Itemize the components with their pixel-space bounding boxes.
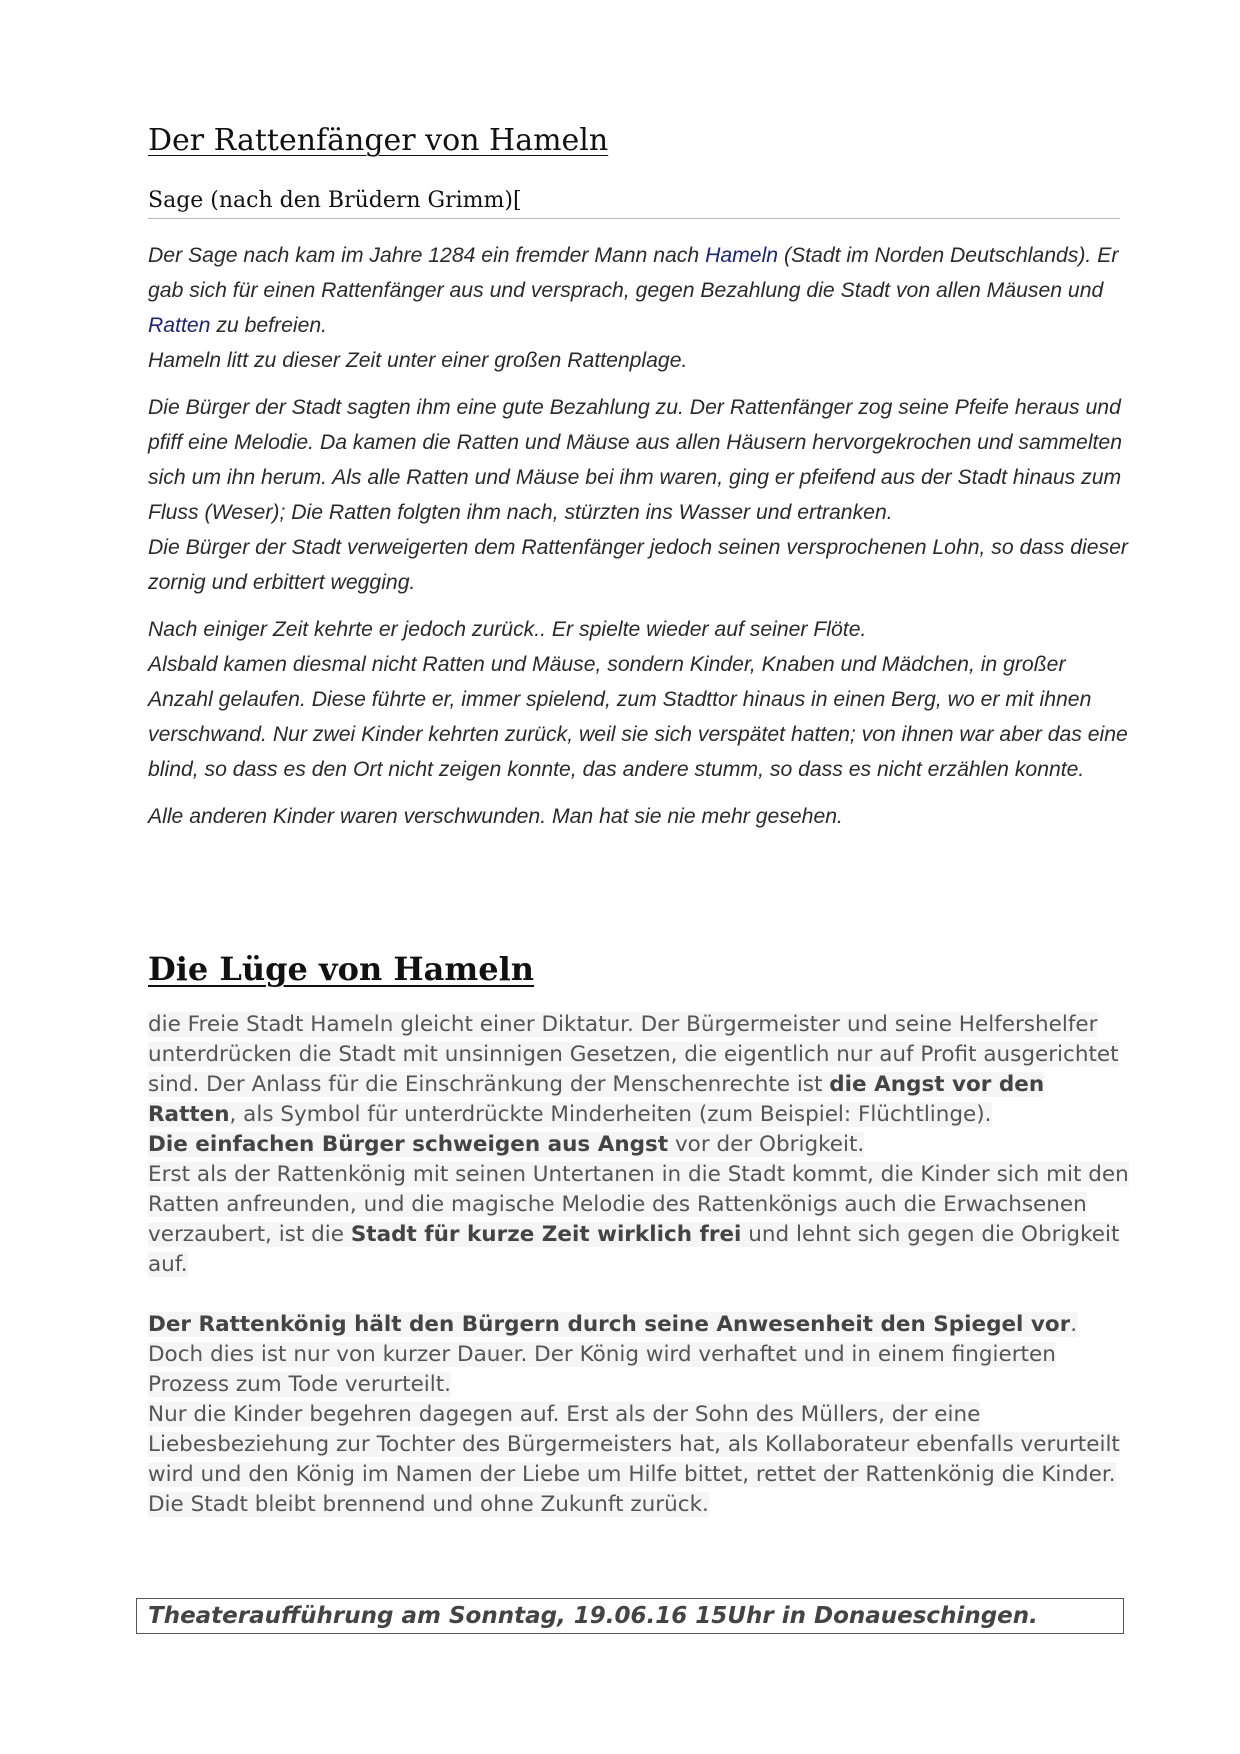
text-span: zu befreien. [210, 314, 328, 337]
saga-paragraph-1 [148, 238, 1128, 378]
text-span: , als Symbol für unterdrückte Minderheiten (zum Beispiel: Flüchtlinge). [229, 1102, 992, 1127]
text-span: Nach einiger Zeit kehrte er jedoch zurück.. Er spielte wieder auf seiner Flöte. [148, 618, 867, 641]
text-span: die Freie Stadt Hameln gleicht einer Diktatur. Der Bürgermeister und seine Helfershelfer unterdrücken die Stadt mit unsinnigen Gesetzen, die eigentlich nur auf Profit ausgerichtet sind. Der Anlass für die Einschränkung der Menschenrechte ist [148, 1012, 1119, 1097]
text-span: Die Bürger der Stadt sagten ihm eine gute Bezahlung zu. Der Rattenfänger zog seine Pfeife heraus und pfiff eine Melodie. Da kamen die Ratten und Mäuse aus allen Häusern hervorgekrochen und sammelten sich um ihn herum. Als alle Ratten und Mäuse bei ihm waren, ging er pfeifend aus der Stadt hinaus zum Fluss (Weser); Die Ratten folgten ihm nach, stürzten ins Wasser und ertranken. [148, 396, 1123, 524]
page-title: Der Rattenfänger von Hameln [148, 123, 609, 158]
luege-text [148, 1010, 1138, 1520]
text-span: Die Bürger der Stadt verweigerten dem Rattenfänger jedoch seinen versprochenen Lohn, so dass dieser zornig und erbittert wegging. [148, 536, 1128, 594]
text-span: vor der Obrigkeit. [668, 1132, 865, 1157]
saga-text [148, 238, 1128, 834]
text-span: Hameln litt zu dieser Zeit unter einer großen Rattenplage. [148, 349, 688, 372]
text-span: Erst als der Rattenkönig mit seinen Untertanen in die Stadt kommt, die Kinder sich mit den Ratten anfreunden, und die magische Melodie des Rattenkönigs auch die Erwachsenen verzaubert, ist die [148, 1162, 1129, 1247]
saga-paragraph-3 [148, 612, 1128, 787]
text-span: Die Stadt bleibt brennend und ohne Zukunft zurück. [148, 1492, 709, 1517]
saga-paragraph-4: Alle anderen Kinder waren verschwunden. Man hat sie nie mehr gesehen. [148, 805, 843, 828]
page-subtitle: Sage (nach den Brüdern Grimm)[ [148, 188, 1120, 219]
saga-paragraph-2 [148, 390, 1128, 600]
bold-span: die Angst vor den Ratten [148, 1072, 1045, 1127]
luege-paragraph-2 [148, 1310, 1138, 1520]
luege-paragraph-1 [148, 1010, 1138, 1280]
performance-notice: Theateraufführung am Sonntag, 19.06.16 15Uhr in Donaueschingen. [136, 1598, 1124, 1634]
text-span: Alsbald kamen diesmal nicht Ratten und Mäuse, sondern Kinder, Knaben und Mädchen, in großer Anzahl gelaufen. Diese führte er, immer spielend, zum Stadttor hinaus in einen Berg, wo er mit ihnen verschwand. Nur zwei Kinder kehrten zurück, weil sie sich verspätet hatten; von ihnen war aber das eine blind, so dass es den Ort nicht zeigen konnte, das andere stumm, so dass es nicht erzählen konnte. [148, 653, 1128, 781]
text-span: (Stadt im Norden Deutschlands). Er gab sich für einen Rattenfänger aus und versprach, gegen Bezahlung die Stadt von allen Mäusen und [148, 244, 1119, 302]
text-span: und lehnt sich gegen die Obrigkeit auf. [148, 1222, 1120, 1277]
text-span: Nur die Kinder begehren dagegen auf. Erst als der Sohn des Müllers, der eine Liebesbeziehung zur Tochter des Bürgermeisters hat, als Kollaborateur ebenfalls verurteilt wird und den König im Namen der Liebe um Hilfe bittet, rettet der Rattenkönig die Kinder. [148, 1402, 1120, 1487]
text-span: Der Sage nach kam im Jahre 1284 ein fremder Mann nach [148, 244, 706, 267]
text-span: . Doch dies ist nur von kurzer Dauer. Der König wird verhaftet und in einem fingierten Prozess zum Tode verurteilt. [148, 1312, 1078, 1397]
bold-span: Stadt für kurze Zeit wirklich frei [350, 1222, 742, 1247]
spacer [148, 1280, 1138, 1310]
bold-span: Die einfachen Bürger schweigen aus Angst [148, 1132, 669, 1157]
section-title: Die Lüge von Hameln [148, 950, 534, 988]
bold-span: Der Rattenkönig hält den Bürgern durch seine Anwesenheit den Spiegel vor [148, 1312, 1071, 1337]
link-hameln[interactable]: Hameln [705, 244, 779, 267]
link-ratten[interactable]: Ratten [148, 314, 211, 337]
